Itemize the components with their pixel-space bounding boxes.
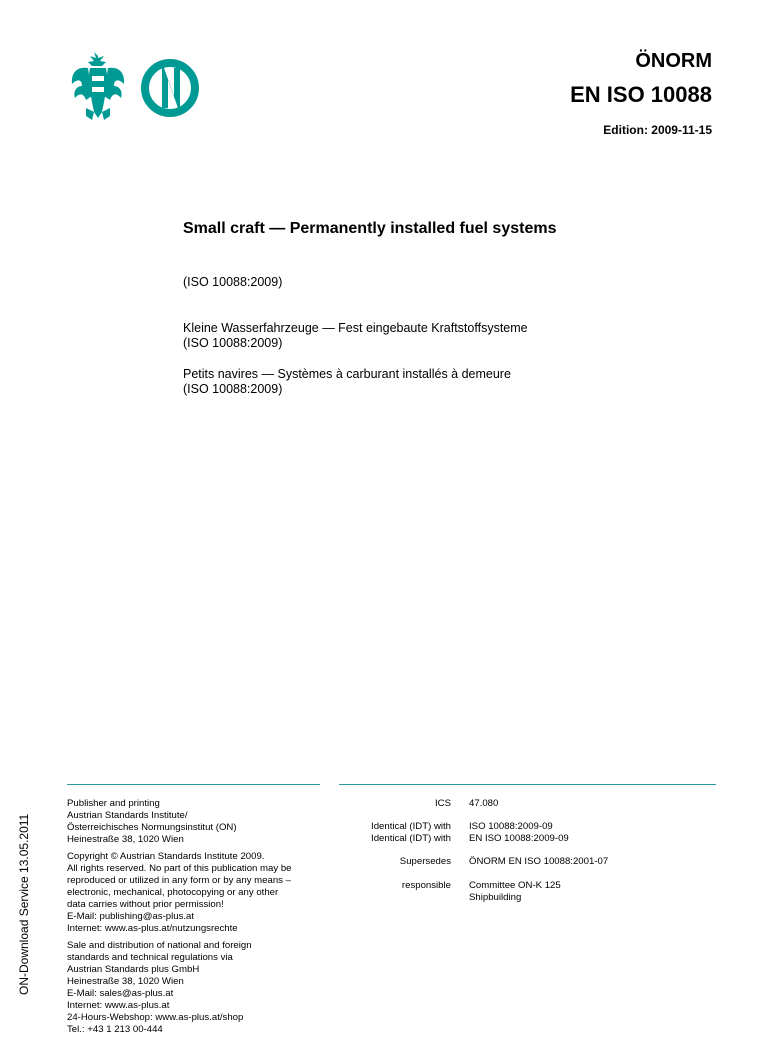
publisher-info	[67, 798, 327, 1041]
download-service-stamp: ON-Download Service 13.05.2011	[17, 813, 31, 995]
copyright-block: Copyright © Austrian Standards Institute 2009. All rights reserved. No part of this publication may be reproduced or utilized in any form or by any means – electronic, mechanical, photocopying or any other data carries without prior permission! E-Mail: publishing@as-plus.at Internet: www.as-plus.at/nutzungsrechte	[67, 851, 292, 934]
austrian-eagle-and-on-logo	[68, 50, 208, 126]
standard-body: ÖNORM	[635, 50, 712, 72]
german-title: Kleine Wasserfahrzeuge — Fest eingebaute Kraftstoffsysteme (ISO 10088:2009)	[183, 321, 528, 350]
iso-reference: (ISO 10088:2009)	[183, 275, 283, 289]
sale-block: Sale and distribution of national and foreign standards and technical regulations via Austrian Standards plus GmbH Heinestraße 38, 1020 Wien E-Mail: sales@as-plus.at Internet: www.as-plus.at 24-Hours-Webshop: www.as-plus.at/shop Tel.: +43 1 213 00-444	[67, 940, 252, 1035]
on-logo-icon	[145, 63, 195, 113]
standard-number: EN ISO 10088	[570, 82, 712, 107]
document-title: Small craft — Permanently installed fuel systems	[183, 220, 557, 237]
left-divider	[67, 784, 320, 785]
french-title: Petits navires — Systèmes à carburant installés à demeure (ISO 10088:2009)	[183, 367, 511, 396]
publisher-block: Publisher and printing Austrian Standards Institute/ Österreichisches Normungsinstitut (ON) Heinestraße 38, 1020 Wien	[67, 798, 237, 845]
edition-date: Edition: 2009-11-15	[603, 123, 712, 137]
right-divider	[339, 784, 716, 785]
